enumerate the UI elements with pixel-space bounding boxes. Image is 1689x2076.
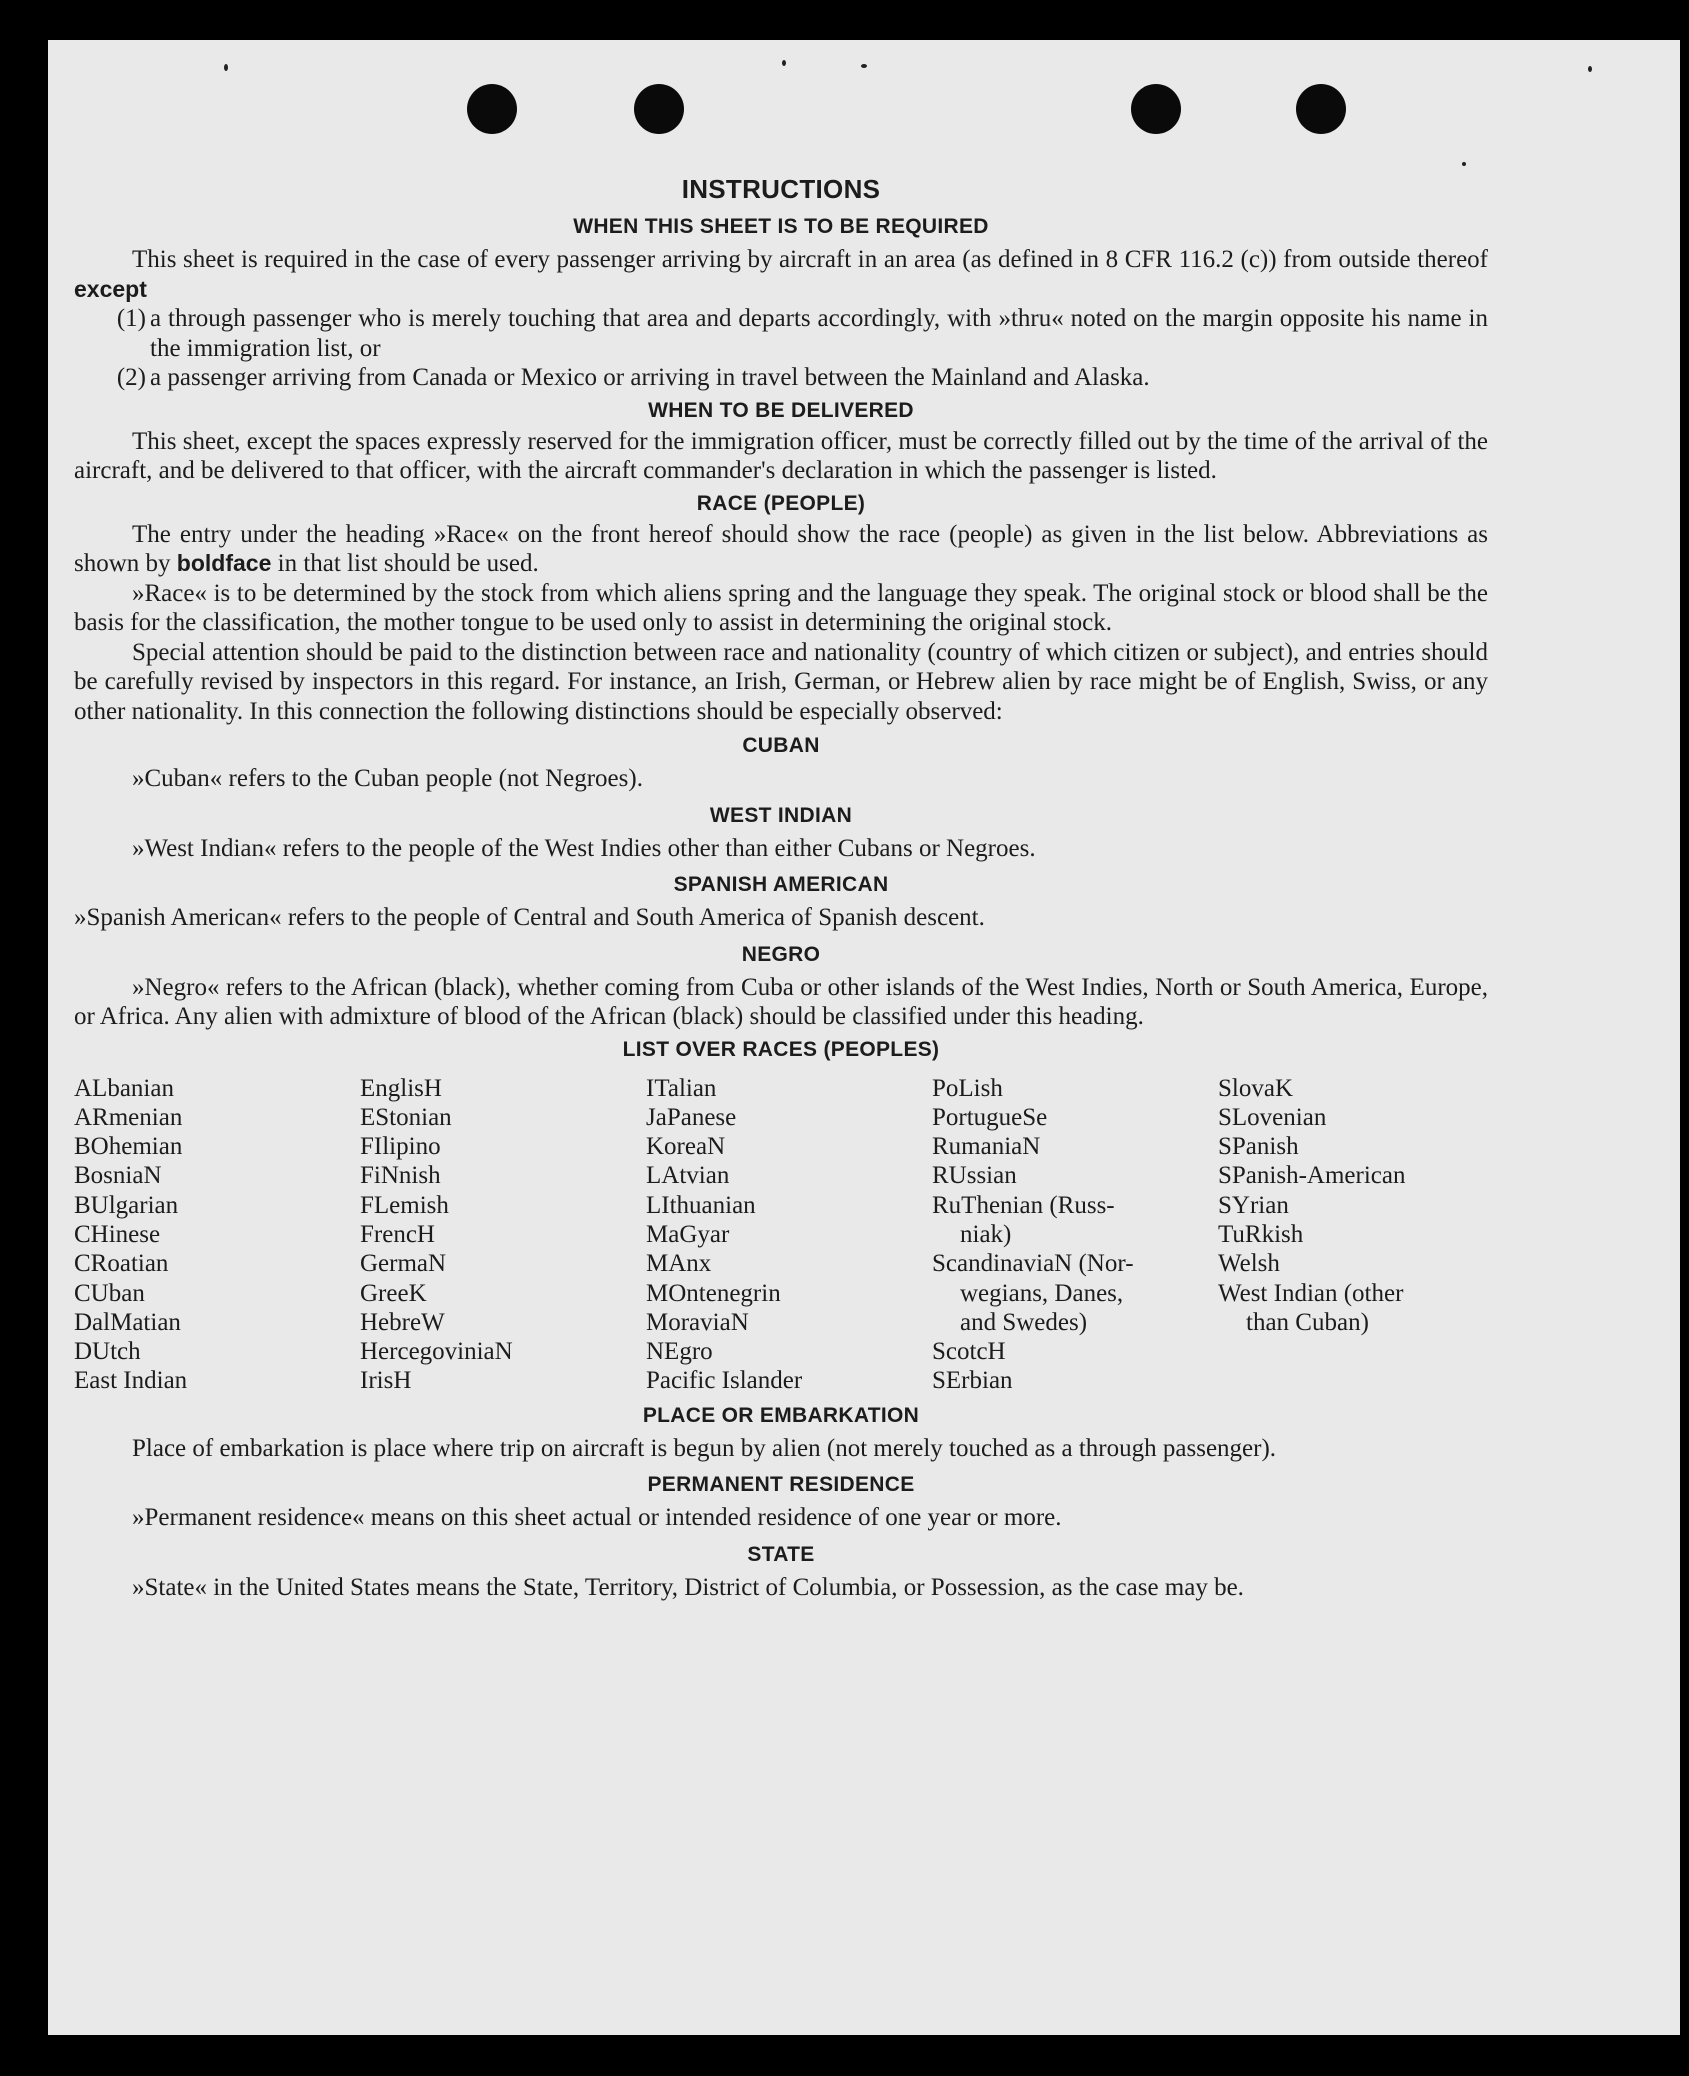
race-entry: SYrian bbox=[1218, 1191, 1289, 1219]
race-paragraph-1 bbox=[74, 520, 1488, 579]
delivered-paragraph: This sheet, except the spaces expressly reserved for the immigration officer, must be correctly filled out by the time of the arrival of the aircraft, and be delivered to that officer, with the aircraft commander's declaration in which the passenger is listed. bbox=[74, 427, 1488, 484]
boldface-label: boldface bbox=[176, 550, 272, 576]
dust-speck bbox=[861, 64, 867, 68]
race-entry: SErbian bbox=[932, 1367, 1013, 1395]
race-entry: FrencH bbox=[360, 1220, 435, 1248]
page-title: INSTRUCTIONS bbox=[681, 174, 881, 204]
negro-paragraph: »Negro« refers to the African (black), whether coming from Cuba or other islands of the West Indies, North or South America, Europe, or Africa. Any alien with admixture of blood of the African (black) should be classified under this heading. bbox=[74, 973, 1488, 1030]
race-entry: wegians, Danes, bbox=[960, 1279, 1124, 1307]
race-entry: MaGyar bbox=[646, 1220, 730, 1248]
punch-hole bbox=[634, 84, 684, 134]
race-entry: JaPanese bbox=[646, 1103, 737, 1131]
races-column-1 bbox=[74, 1074, 360, 1396]
race-entry: Pacific Islander bbox=[646, 1367, 803, 1395]
state-paragraph: »State« in the United States means the State, Territory, District of Columbia, or Possession, as the case may be. bbox=[132, 1573, 1244, 1601]
race-entry: NEgro bbox=[646, 1338, 713, 1366]
race-entry: HercegoviniaN bbox=[360, 1338, 513, 1366]
race-entry: KoreaN bbox=[646, 1133, 726, 1161]
race-entry: MoraviaN bbox=[646, 1308, 749, 1336]
race-entry: CUban bbox=[74, 1279, 145, 1307]
section-heading-state: STATE bbox=[747, 1542, 815, 1566]
race-entry: GreeK bbox=[360, 1279, 427, 1307]
punch-hole bbox=[1131, 84, 1181, 134]
race-entry: RumaniaN bbox=[932, 1133, 1041, 1161]
race-entry: CRoatian bbox=[74, 1250, 169, 1278]
race-entry: EStonian bbox=[360, 1103, 452, 1131]
race-entry: IrisH bbox=[360, 1367, 412, 1395]
section-heading-spanish-american: SPANISH AMERICAN bbox=[673, 873, 889, 896]
section-heading-negro: NEGRO bbox=[741, 942, 821, 966]
race-entry: BOhemian bbox=[74, 1133, 183, 1161]
dust-speck bbox=[782, 60, 786, 66]
races-column-5 bbox=[1218, 1074, 1488, 1396]
race-entry: FIlipino bbox=[360, 1133, 441, 1161]
race-entry: SPanish-American bbox=[1218, 1162, 1406, 1190]
race-paragraph-2: »Race« is to be determined by the stock from which aliens spring and the language they speak. The original stock or blood shall be the basis for the classification, the mother tongue to be used only to assist in determining the original stock. bbox=[74, 579, 1488, 636]
race-entry: TuRkish bbox=[1218, 1220, 1304, 1248]
item-number: (1) bbox=[116, 305, 146, 332]
race-entry: RUssian bbox=[932, 1162, 1017, 1190]
section-heading-embarkation: PLACE OR EMBARKATION bbox=[642, 1403, 920, 1427]
spanish-american-paragraph: »Spanish American« refers to the people of Central and South America of Spanish descent. bbox=[74, 904, 985, 931]
race-entry: MAnx bbox=[646, 1250, 712, 1278]
race-entry: MOntenegrin bbox=[646, 1279, 781, 1307]
residence-paragraph: »Permanent residence« means on this sheet actual or intended residence of one year or more. bbox=[132, 1504, 1062, 1532]
race-entry: LIthuanian bbox=[646, 1191, 756, 1219]
race-entry: SlovaK bbox=[1218, 1074, 1293, 1102]
dust-speck bbox=[1588, 66, 1592, 72]
race-paragraph-3: Special attention should be paid to the distinction between race and nationality (country of which citizen or subject), and entries should be carefully revised by inspectors in this regard. For instance, an Irish, German, or Hebrew alien by race might be of English, Swiss, or any other nationality. In this connection the following distinctions should be especially observed: bbox=[74, 638, 1488, 725]
race-entry: RuThenian (Russ- bbox=[932, 1191, 1115, 1219]
race-entry: ScotcH bbox=[932, 1338, 1006, 1366]
race-entry: BUlgarian bbox=[74, 1191, 179, 1219]
race-entry: ITalian bbox=[646, 1074, 717, 1102]
dust-speck bbox=[224, 64, 228, 71]
race-entry: PoLish bbox=[932, 1074, 1003, 1102]
section-heading-delivered: WHEN TO BE DELIVERED bbox=[648, 398, 914, 422]
punch-hole bbox=[1296, 84, 1346, 134]
race-text: in that list should be used. bbox=[277, 550, 539, 577]
section-heading-race: RACE (PEOPLE) bbox=[696, 491, 866, 515]
instructions-content bbox=[74, 174, 1488, 1602]
embarkation-paragraph: Place of embarkation is place where trip on aircraft is begun by alien (not merely touched as a through passenger). bbox=[132, 1434, 1277, 1462]
race-entry: DalMatian bbox=[74, 1308, 181, 1336]
required-paragraph bbox=[74, 245, 1488, 304]
race-entry: and Swedes) bbox=[960, 1308, 1088, 1336]
race-entry: East Indian bbox=[74, 1367, 188, 1395]
race-entry: EnglisH bbox=[360, 1074, 442, 1102]
race-entry: SPanish bbox=[1218, 1133, 1299, 1161]
item-text: a through passenger who is merely touching that area and departs accordingly, with »thru« noted on the margin opposite his name in the immigration list, or bbox=[150, 305, 1488, 362]
race-entry: HebreW bbox=[360, 1308, 445, 1336]
race-entry: SLovenian bbox=[1218, 1103, 1327, 1131]
races-column-4 bbox=[932, 1074, 1218, 1396]
west-indian-paragraph: »West Indian« refers to the people of the West Indies other than either Cubans or Negroes. bbox=[132, 834, 1036, 862]
race-entry: FiNnish bbox=[360, 1162, 441, 1190]
item-number: (2) bbox=[116, 364, 146, 391]
race-entry: FLemish bbox=[360, 1191, 449, 1219]
section-heading-residence: PERMANENT RESIDENCE bbox=[647, 1473, 915, 1497]
race-entry: Welsh bbox=[1218, 1250, 1280, 1278]
race-entry: West Indian (other bbox=[1218, 1279, 1404, 1307]
race-entry: BosniaN bbox=[74, 1162, 162, 1190]
section-heading-west-indian: WEST INDIAN bbox=[709, 803, 853, 827]
race-entry: ARmenian bbox=[74, 1103, 183, 1131]
list-item bbox=[74, 363, 1488, 393]
race-entry: DUtch bbox=[74, 1338, 141, 1366]
dust-speck bbox=[1462, 162, 1466, 166]
race-entry: ScandinaviaN (Nor- bbox=[932, 1250, 1134, 1278]
except-label: except bbox=[74, 275, 147, 302]
races-column-3 bbox=[646, 1074, 932, 1396]
race-entry: GermaN bbox=[360, 1250, 447, 1278]
race-entry: LAtvian bbox=[646, 1162, 730, 1190]
section-heading-races-list: LIST OVER RACES (PEOPLES) bbox=[622, 1037, 940, 1061]
punch-hole bbox=[467, 84, 517, 134]
race-entry: CHinese bbox=[74, 1220, 161, 1248]
race-entry: PortugueSe bbox=[932, 1103, 1048, 1131]
race-text: The entry under the heading »Race« on the front hereof should show the race (people) as given in the list below. Abbreviations as shown by bbox=[74, 520, 1488, 577]
section-heading-required: WHEN THIS SHEET IS TO BE REQUIRED bbox=[573, 215, 989, 238]
races-column-2 bbox=[360, 1074, 646, 1396]
cuban-paragraph: »Cuban« refers to the Cuban people (not Negroes). bbox=[132, 765, 643, 792]
race-entry: niak) bbox=[960, 1220, 1012, 1248]
document-sheet bbox=[48, 40, 1680, 2035]
required-text: This sheet is required in the case of every passenger arriving by aircraft in an area (as defined in 8 CFR 116.2 (c)) from outside thereof bbox=[132, 246, 1488, 273]
list-item bbox=[74, 304, 1488, 363]
section-heading-cuban: CUBAN bbox=[742, 734, 820, 757]
race-entry: ALbanian bbox=[74, 1074, 174, 1102]
race-entry: than Cuban) bbox=[1246, 1308, 1369, 1336]
item-text: a passenger arriving from Canada or Mexico or arriving in travel between the Mainland and Alaska. bbox=[150, 364, 1150, 391]
races-list bbox=[74, 1074, 1488, 1396]
